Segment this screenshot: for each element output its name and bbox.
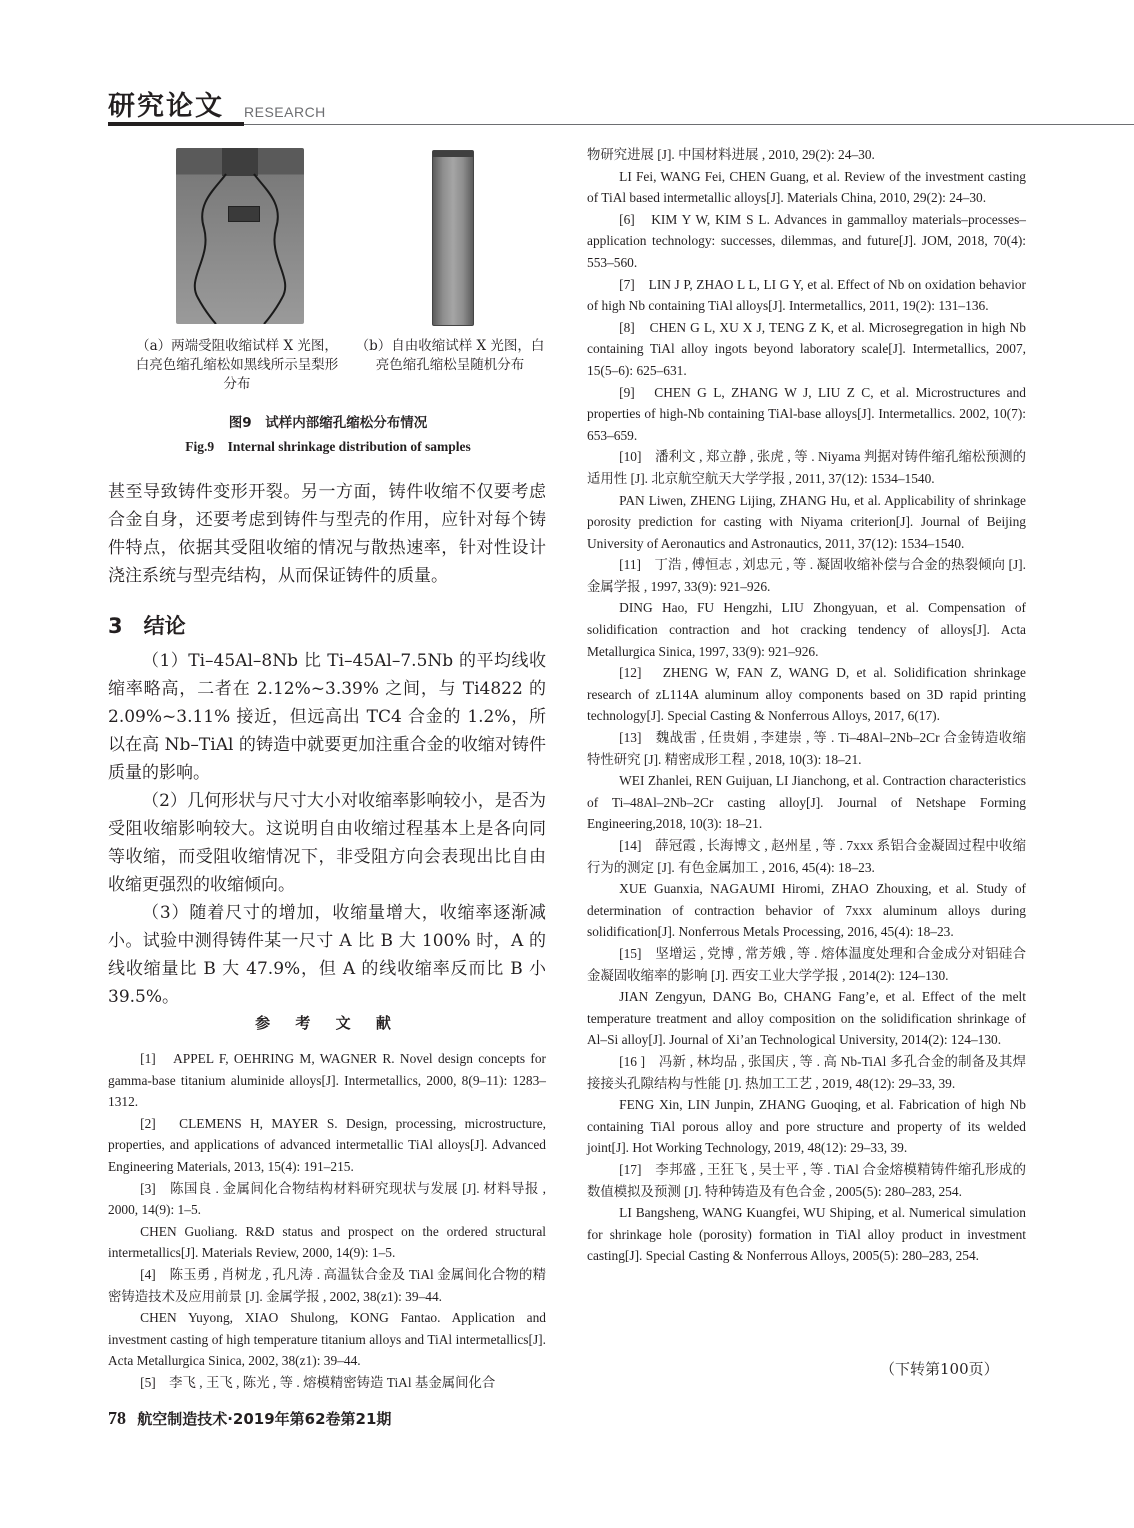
- reference-entry: CHEN Yuyong, XIAO Shulong, KONG Fantao. Application and investment casting of high temperature titanium alloys and TiAl intermetallics[J]. Acta Metallurgica Sinica, 2002, 38(z1): 39–44.: [108, 1310, 546, 1369]
- reference-entry: [11] 丁浩 , 傅恒志 , 刘忠元 , 等 . 凝固收缩补偿与合金的热裂倾向 [J]. 金属学报 , 1997, 33(9): 921–926.: [587, 557, 1026, 594]
- reference-entry: WEI Zhanlei, REN Guijuan, LI Jianchong, et al. Contraction characteristics of Ti–48Al–2Nb–2Cr casting alloy[J]. Journal of Netshape Forming Engineering,2018, 10(3): 18–21.: [587, 773, 1026, 832]
- reference-entry: XUE Guanxia, NAGAUMI Hiromi, ZHAO Zhouxing, et al. Study of determination of contraction behavior of 7xxx aluminum alloys during solidification[J]. Nonferrous Metals Processing, 2016, 45(4): 18–23.: [587, 881, 1026, 940]
- conclusions: [108, 647, 546, 1011]
- reference-entry: FENG Xin, LIN Junpin, ZHANG Guoqing, et al. Fabrication of high Nb containing TiAl porous alloy and pore structure and property of its welded joint[J]. Hot Working Technology, 2019, 48(12): 29–33, 39.: [587, 1097, 1026, 1156]
- reference-entry: [2] CLEMENS H, MAYER S. Design, processing, microstructure, properties, and applications of advanced intermetallic TiAl alloys[J]. Advanced Engineering Materials, 2013, 15(4): 191–215.: [108, 1115, 546, 1174]
- reference-entry: [5] 李飞 , 王飞 , 陈光 , 等 . 熔模精密铸造 TiAl 基金属间化合: [140, 1374, 496, 1390]
- reference-entry: [10] 潘利文 , 郑立静 , 张虎 , 等 . Niyama 判据对铸件缩孔缩松预测的适用性 [J]. 北京航空航天大学学报 , 2011, 37(12): 1534–1540.: [587, 449, 1026, 486]
- reference-entry: [6] KIM Y W, KIM S L. Advances in gammalloy materials–processes–application technology: successes, dilemmas, and future[J]. JOM, 2018, 70(4): 553–560.: [587, 211, 1026, 270]
- reference-entry: [15] 坚增运 , 党博 , 常芳娥 , 等 . 熔体温度处理和合金成分对铝硅合金凝固收缩率的影响 [J]. 西安工业大学学报 , 2014(2): 124–130.: [587, 945, 1026, 983]
- figure-caption-en: Fig.9 Internal shrinkage distribution of samples: [185, 439, 471, 454]
- reference-entry: [13] 魏战雷 , 任贵娟 , 李建崇 , 等 . Ti–48Al–2Nb–2Cr 合金铸造收缩特性研究 [J]. 精密成形工程 , 2018, 10(3): 18–21.: [587, 730, 1026, 767]
- header-title-cn: 研究论文: [108, 91, 224, 122]
- page-footer: [108, 1408, 391, 1429]
- section-heading: 3 结论: [108, 614, 186, 638]
- reference-continuation: 物研究进展 [J]. 中国材料进展 , 2010, 29(2): 24–30.: [587, 147, 875, 162]
- header-rule-thick: [108, 122, 244, 126]
- reference-entry: LI Bangsheng, WANG Kuangfei, WU Shiping, et al. Numerical simulation for shrinkage hole (porosity) formation in TiAl alloy product in investment casting[J]. Special Casting & Nonferrous Alloys, 2005(5): 280–283, 254.: [587, 1205, 1026, 1264]
- page-number: 78: [108, 1408, 126, 1428]
- page-header: [108, 84, 1134, 126]
- reference-entry: [17] 李邦盛 , 王狂飞 , 吴士平 , 等 . TiAl 合金熔模精铸件缩孔形成的数值模拟及预测 [J]. 特种铸造及有色合金 , 2005(5): 280–283, 254.: [587, 1161, 1026, 1199]
- conclusion-3: （3）随着尺寸的增加，收缩量增大，收缩率逐渐减小。试验中测得铸件某一尺寸 A 比 B 大 100% 时，A 的线收缩量比 B 大 47.9%，但 A 的线收缩率反而比 B 小 39.5%。: [108, 903, 546, 1007]
- continued-note: （下转第100页）: [880, 1360, 999, 1378]
- reference-entry: [7] LIN J P, ZHAO L L, LI G Y, et al. Effect of Nb on oxidation behavior of high Nb containing TiAl alloys[J]. Intermetallics, 2011, 19(2): 131–136.: [587, 276, 1026, 314]
- xray-b-top-cap: [433, 151, 473, 157]
- reference-entry: [3] 陈国良 . 金属间化合物结构材料研究现状与发展 [J]. 材料导报 , 2000, 14(9): 1–5.: [108, 1180, 546, 1218]
- reference-entry: [8] CHEN G L, XU X J, TENG Z K, et al. Microsegregation in high Nb containing TiAl alloy ingots beyond laboratory scale[J]. Intermetallics, 2007, 15(5–6): 625–631.: [587, 319, 1026, 378]
- reference-entry: LI Fei, WANG Fei, CHEN Guang, et al. Review of the investment casting of TiAl based intermetallic alloys[J]. Materials China, 2010, 29(2): 24–30.: [587, 168, 1026, 206]
- references-left-column: [108, 1048, 546, 1394]
- body-paragraph-text: 甚至导致铸件变形开裂。另一方面，铸件收缩不仅要考虑合金自身，还要考虑到铸件与型壳的作用，应针对每个铸件特点，依据其受阻收缩的情况与散热速率，针对性设计浇注系统与型壳结构，从而保证铸件的质量。: [108, 482, 546, 586]
- body-paragraph: [108, 478, 546, 590]
- reference-entry: DING Hao, FU Hengzhi, LIU Zhongyuan, et al. Compensation of solidification contraction and hot cracking tendency of alloys[J]. Acta Metallurgica Sinica, 1997, 33(9): 921–926.: [587, 600, 1026, 659]
- header-title-en: RESEARCH: [244, 104, 326, 120]
- subcaption-a: （a）两端受阻收缩试样 X 光图，白亮色缩孔缩松如黑线所示呈梨形分布: [135, 338, 339, 392]
- reference-entry: [14] 薛冠霞 , 长海博文 , 赵州星 , 等 . 7xxx 系铝合金凝固过程中收缩行为的测定 [J]. 有色金属加工 , 2016, 45(4): 18–23.: [587, 838, 1026, 875]
- reference-entry: JIAN Zengyun, DANG Bo, CHANG Fang’e, et al. Effect of the melt temperature treatment and alloy composition on the solidification shrinkage of Al–Si alloy[J]. Journal of Xi’an Technological University, 2014(2): 124–130.: [587, 989, 1026, 1048]
- reference-entry: [4] 陈玉勇 , 肖树龙 , 孔凡涛 . 高温钛合金及 TiAl 金属间化合物的精密铸造技术及应用前景 [J]. 金属学报 , 2002, 38(z1): 39–44.: [108, 1266, 546, 1304]
- subcaption-b: （b）自由收缩试样 X 光图，白亮色缩孔缩松呈随机分布: [355, 338, 545, 373]
- xray-a-shrinkage-outline: [176, 148, 304, 324]
- reference-entry: PAN Liwen, ZHENG Lijing, ZHANG Hu, et al. Applicability of shrinkage porosity prediction for casting with Niyama criterion[J]. Journal of Beijing University of Aeronautics and Astronautics, 2011, 37(12): 1534–1540.: [587, 492, 1026, 551]
- journal-info: 航空制造技术·2019年第62卷第21期: [137, 1410, 392, 1428]
- references-heading: 参 考 文 献: [255, 1014, 401, 1032]
- header-rule-thin: [244, 124, 1134, 125]
- reference-entry: [9] CHEN G L, ZHANG W J, LIU Z C, et al. Microstructures and properties of high-Nb containing TiAl-base alloys[J]. Intermetallics. 2002, 10(7): 653–659.: [587, 384, 1026, 443]
- reference-entry: [12] ZHENG W, FAN Z, WANG D, et al. Solidification shrinkage research of zL114A aluminum alloy components based on 3D rapid printing technology[J]. Special Casting & Nonferrous Alloys, 2017, 6(17).: [587, 665, 1026, 724]
- reference-entry: [1] APPEL F, OEHRING M, WAGNER R. Novel design concepts for gamma-base titanium aluminide alloys[J]. Intermetallics, 2000, 8(9–11): 1283–1312.: [108, 1051, 546, 1110]
- reference-entry: [16 ] 冯新 , 林均品 , 张国庆 , 等 . 高 Nb-TiAl 多孔合金的制备及其焊接接头孔隙结构与性能 [J]. 热加工工艺 , 2019, 48(12): 29–33, 39.: [587, 1053, 1026, 1091]
- figure-caption-cn: 图9 试样内部缩孔缩松分布情况: [228, 415, 428, 431]
- reference-entry: CHEN Guoliang. R&D status and prospect on the ordered structural intermetallics[J]. Materials Review, 2000, 14(9): 1–5.: [108, 1223, 546, 1261]
- conclusion-2: （2）几何形状与尺寸大小对收缩率影响较小，是否为受阻收缩影响较大。这说明自由收缩过程基本上是各向同等收缩，而受阻收缩情况下，非受阻方向会表现出比自由收缩更强烈的收缩倾向。: [108, 791, 546, 895]
- xray-image-a: [176, 148, 304, 324]
- conclusion-1: （1）Ti–45Al–8Nb 比 Ti–45Al–7.5Nb 的平均线收缩率略高，二者在 2.12%~3.39% 之间，与 Ti4822 的 2.09%~3.11% 接近，但远高出 TC4 合金的 1.2%，所以在高 Nb–TiAl 的铸造中就要更加注重合金的收缩对铸件质量的影响。: [108, 651, 546, 783]
- xray-image-b: [432, 150, 474, 326]
- references-right-column: [587, 144, 1026, 1267]
